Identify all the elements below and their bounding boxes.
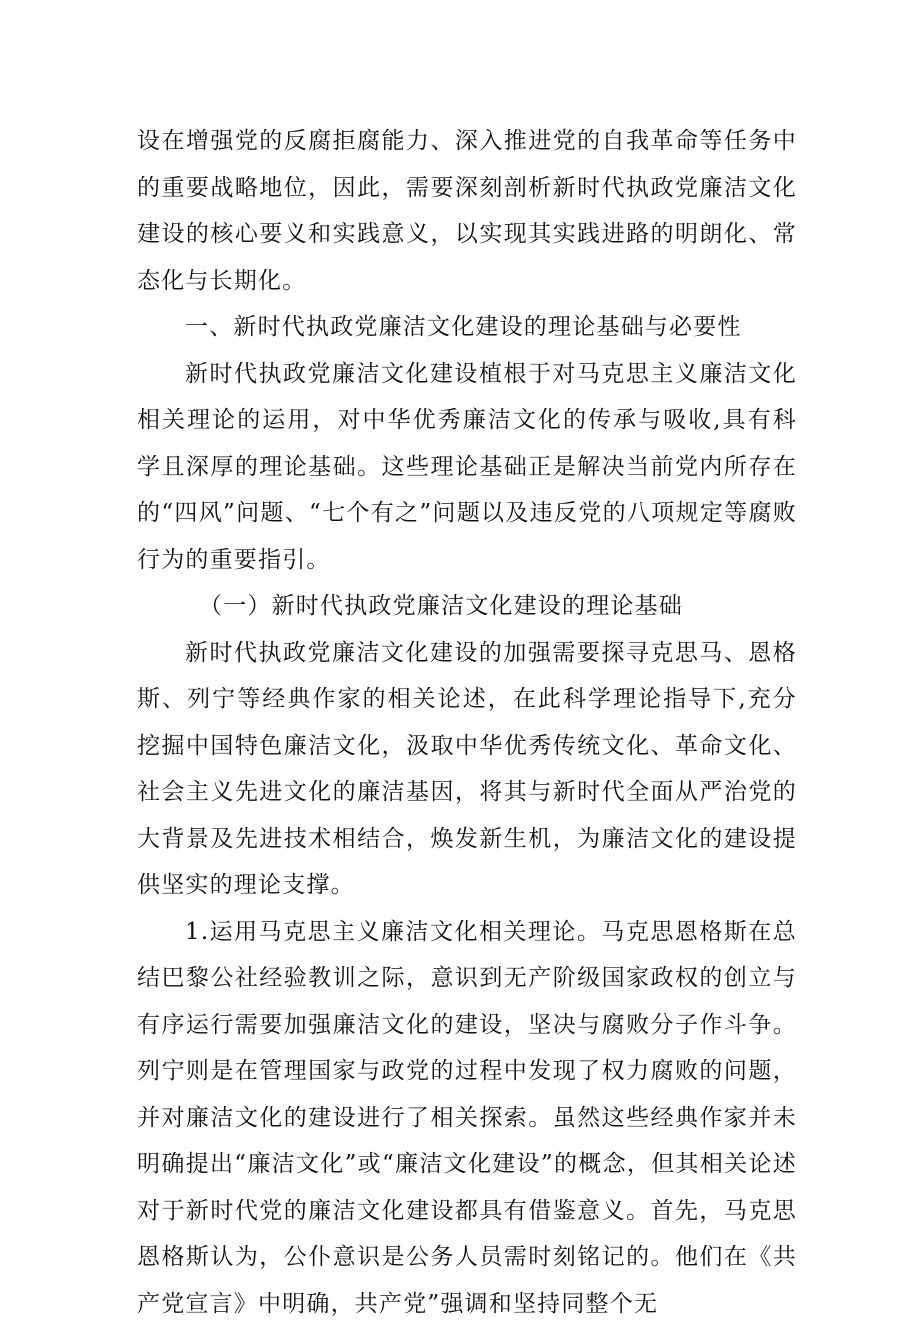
subsection-1-heading: （一）新时代执政党廉洁文化建设的理论基础	[137, 583, 797, 630]
point-1-paragraph: 1.运用马克思主义廉洁文化相关理论。马克思恩格斯在总结巴黎公社经验教训之际，意识到无产阶级国家政权的创立与有序运行需要加强廉洁文化的建设，坚决与腐败分子作斗争。列宁则是在管理国家与政党的过程中发现了权力腐败的问题，并对廉洁文化的建设进行了相关探索。虽然这些经典作家并未明确提出“廉洁文化”或“廉洁文化建设”的概念，但其相关论述对于新时代党的廉洁文化建设都具有借鉴意义。首先，马克思恩格斯认为，公仆意识是公务人员需时刻铭记的。他们在《共产党宣言》中明确，共产党”强调和坚持同整个无	[137, 909, 797, 1327]
section-1-heading: 一、新时代执政党廉洁文化建设的理论基础与必要性	[137, 304, 797, 351]
intro-continued-paragraph: 设在增强党的反腐拒腐能力、深入推进党的自我革命等任务中的重要战略地位，因此，需要深刻剖析新时代执政党廉洁文化建设的核心要义和实践意义，以实现其实践进路的明朗化、常态化与长期化。	[137, 118, 797, 304]
section-1-paragraph: 新时代执政党廉洁文化建设植根于对马克思主义廉洁文化相关理论的运用，对中华优秀廉洁文化的传承与吸收,具有科学且深厚的理论基础。这些理论基础正是解决当前党内所存在的“四风”问题、“七个有之”问题以及违反党的八项规定等腐败行为的重要指引。	[137, 351, 797, 584]
subsection-1-paragraph: 新时代执政党廉洁文化建设的加强需要探寻克思马、恩格斯、列宁等经典作家的相关论述，在此科学理论指导下,充分挖掘中国特色廉洁文化，汲取中华优秀传统文化、革命文化、社会主义先进文化的廉洁基因，将其与新时代全面从严治党的大背景及先进技术相结合，焕发新生机，为廉洁文化的建设提供坚实的理论支撑。	[137, 630, 797, 909]
document-body	[137, 118, 797, 1327]
